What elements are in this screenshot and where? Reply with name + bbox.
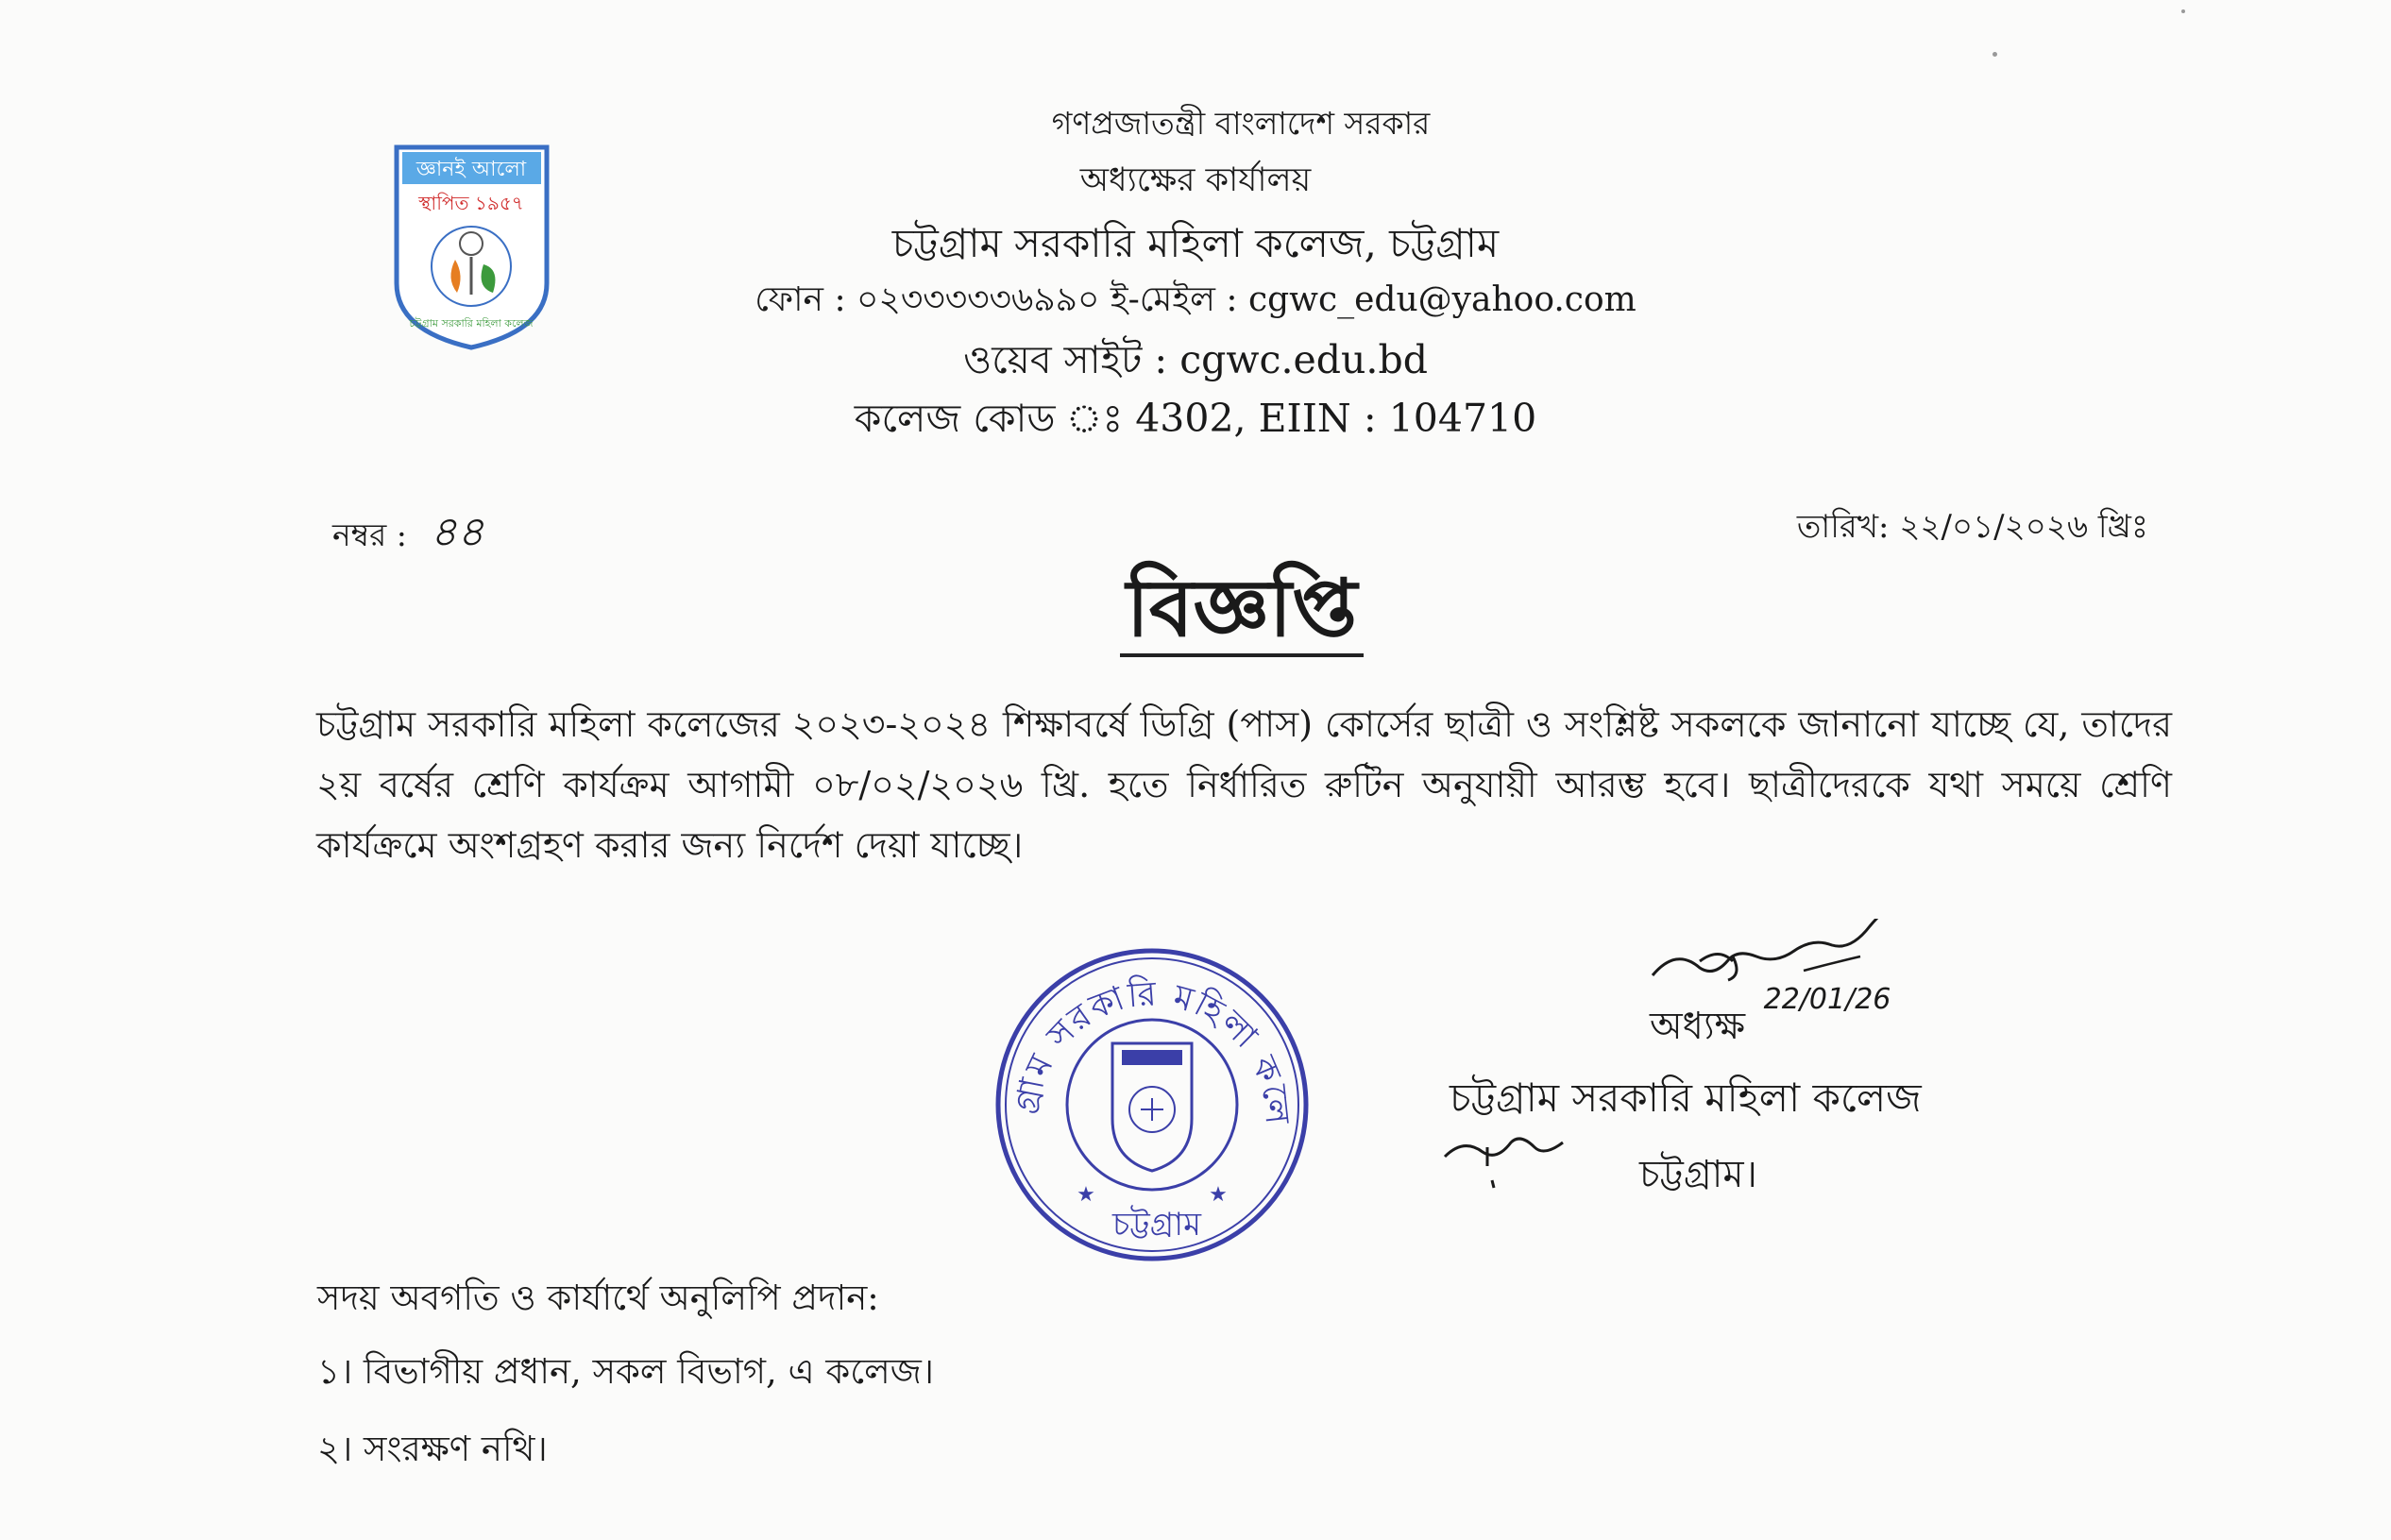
college-seal <box>982 944 1322 1265</box>
notice-body: চট্টগ্রাম সরকারি মহিলা কলেজের ২০২৩-২০২৪ শিক্ষাবর্ষে ডিগ্রি (পাস) কোর্সের ছাত্রী ও সংশ্লিষ্ট সকলকে জানানো যাচ্ছে যে, তাদের ২য় বর্ষের শ্রেণি কার্যক্রম আগামী ০৮/০২/২০২৬ খ্রি. হতে নির্ধারিত রুটিন অনুযায়ী আরম্ভ হবে। ছাত্রীদেরকে যথা সময়ে শ্রেণি কার্যক্রমে অংশগ্রহণ করার জন্য নির্দেশ দেয়া যাচ্ছে। <box>316 703 2172 866</box>
memo-label: নম্বর : <box>332 516 407 553</box>
copy-item: ১। বিভাগীয় প্রধান, সকল বিভাগ, এ কলেজ। <box>317 1351 935 1392</box>
svg-text:★: ★ <box>1077 1183 1095 1207</box>
logo-motto: জ্ঞানই আলো <box>415 158 527 181</box>
scan-speck <box>2181 9 2185 13</box>
copies-heading: সদয় অবগতি ও কার্যার্থে অনুলিপি প্রদান: <box>317 1278 879 1318</box>
date-label: তারিখ: <box>1796 508 1890 546</box>
principal-title: অধ্যক্ষ <box>1650 1005 1746 1048</box>
notice-title: বিজ্ঞপ্তি <box>1120 565 1364 657</box>
memo-row <box>332 500 484 569</box>
initial-mark <box>1435 1124 1577 1199</box>
memo-number: ৪৪ <box>430 508 484 556</box>
logo-established: স্থাপিত ১৯৫৭ <box>418 192 524 214</box>
header-codes: কলেজ কোড ঃ 4302, EIIN : 104710 <box>854 396 1537 441</box>
signature-date: 22/01/26 <box>1763 983 1891 1016</box>
header-contact: ফোন : ০২৩৩৩৩৩৬৯৯০ ই-মেইল : cgwc_edu@yahoo.com <box>755 280 1636 319</box>
svg-text:★: ★ <box>1209 1183 1228 1207</box>
date-row <box>1797 502 2148 556</box>
seal-ring-text: গ্রাম সরকারি মহিলা কলে <box>1008 974 1297 1128</box>
scan-speck <box>1992 52 1997 57</box>
header-college: চট্টগ্রাম সরকারি মহিলা কলেজ, চট্টগ্রাম <box>891 220 1500 266</box>
principal-college: চট্টগ্রাম সরকারি মহিলা কলেজ <box>1450 1075 1922 1121</box>
header-government: গণপ্রজাতন্ত্রী বাংলাদেশ সরকার <box>1051 105 1431 142</box>
svg-text:চট্টগ্রাম সরকারি মহিলা কলেজ <box>982 944 1297 1127</box>
date-value: ২২/০১/২০২৬ খ্রিঃ <box>1899 508 2148 546</box>
seal-bottom-text: চট্টগ্রাম <box>1112 1206 1201 1244</box>
logo-ring-text: চট্টগ্রাম সরকারি মহিলা কলেজ <box>409 317 534 330</box>
principal-city: চট্টগ্রাম। <box>1639 1153 1757 1196</box>
header-office: অধ্যক্ষের কার্যালয় <box>1079 161 1312 199</box>
copy-item: ২। সংরক্ষণ নথি। <box>317 1429 548 1469</box>
header-website: ওয়েব সাইট : cgwc.edu.bd <box>963 337 1428 382</box>
